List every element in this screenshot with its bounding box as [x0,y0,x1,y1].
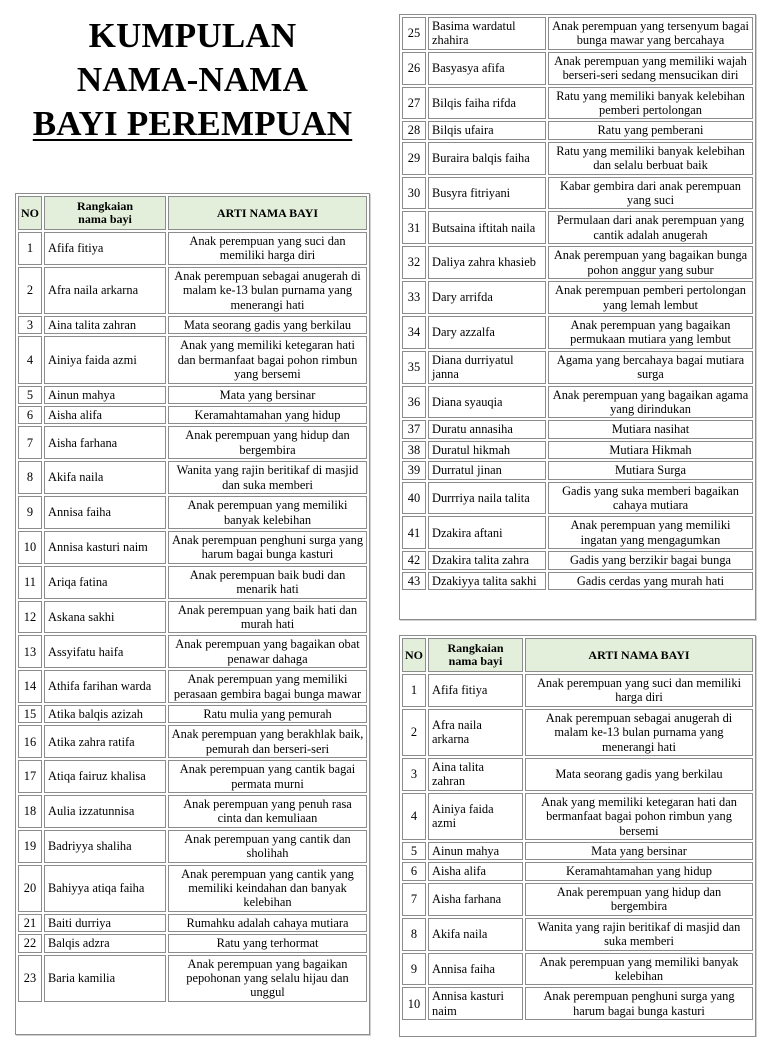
table-row [18,914,367,932]
cell-arti: Anak perempuan yang hidup dan bergembira [525,883,753,916]
cell-name: Basyasya afifa [428,52,546,85]
names-table-left [15,193,370,1035]
cell-arti: Gadis cerdas yang murah hati [548,572,753,590]
table-body-left [18,232,367,1002]
cell-name: Ainun mahya [428,842,523,860]
cell-name: Annisa faiha [44,496,166,529]
cell-arti: Anak yang memiliki ketegaran hati dan bermanfaat bagai pohon rimbun yang bersemi [525,793,753,840]
cell-no: 3 [402,758,426,791]
table-row [18,725,367,758]
cell-no: 5 [402,842,426,860]
cell-arti: Mata seorang gadis yang berkilau [168,316,367,334]
cell-arti: Anak perempuan pemberi pertolongan yang lemah lembut [548,281,753,314]
table-row [402,87,753,120]
cell-name: Afra naila arkarna [428,709,523,756]
cell-name: Aisha alifa [44,406,166,424]
cell-no: 15 [18,705,42,723]
table-body-right-top [402,17,753,590]
cell-arti: Anak perempuan yang bagaikan bunga pohon anggur yang subur [548,246,753,279]
table-row [402,918,753,951]
cell-arti: Rumahku adalah cahaya mutiara [168,914,367,932]
header-name-line-2: nama bayi [448,654,503,668]
cell-name: Duratu annasiha [428,420,546,438]
cell-name: Butsaina iftitah naila [428,211,546,244]
cell-no: 21 [18,914,42,932]
table-row [18,705,367,723]
cell-arti: Anak perempuan yang memiliki perasaan gembira bagai bunga mawar [168,670,367,703]
table-row [402,211,753,244]
cell-name: Aisha alifa [428,862,523,880]
cell-arti: Ratu yang pemberani [548,121,753,139]
header-no: NO [402,638,426,672]
cell-arti: Mata yang bersinar [168,386,367,404]
cell-arti: Anak perempuan yang tersenyum bagai bunga mawar yang bercahaya [548,17,753,50]
cell-arti: Anak perempuan yang cantik dan sholihah [168,830,367,863]
table-row [402,862,753,880]
cell-arti: Anak perempuan yang suci dan memiliki harga diri [168,232,367,265]
cell-name: Daliya zahra khasieb [428,246,546,279]
cell-arti: Anak perempuan yang baik hati dan murah hati [168,601,367,634]
table-row [18,601,367,634]
table-row [402,177,753,210]
cell-arti: Anak perempuan penghuni surga yang harum bagai bunga kasturi [168,531,367,564]
cell-no: 9 [18,496,42,529]
cell-no: 8 [402,918,426,951]
cell-name: Atiqa fairuz khalisa [44,760,166,793]
cell-arti: Ratu mulia yang pemurah [168,705,367,723]
cell-no: 27 [402,87,426,120]
cell-name: Aisha farhana [44,426,166,459]
table-row [402,883,753,916]
names-table-right-top [399,14,756,620]
cell-arti: Anak perempuan sebagai anugerah di malam ke-13 bulan purnama yang menerangi hati [525,709,753,756]
cell-name: Aisha farhana [428,883,523,916]
cell-no: 31 [402,211,426,244]
table-row [18,865,367,912]
table-row [402,246,753,279]
cell-no: 2 [18,267,42,314]
table-row [402,121,753,139]
table-row [18,406,367,424]
table-body-right-bottom [402,674,753,1020]
title-line-1: KUMPULAN [88,16,297,55]
cell-arti: Gadis yang berzikir bagai bunga [548,551,753,569]
table-header-row [402,638,753,672]
cell-no: 39 [402,461,426,479]
header-name [428,638,523,672]
cell-name: Ainiya faida azmi [428,793,523,840]
title-line-2: NAMA-NAMA [76,60,309,99]
cell-name: Annisa faiha [428,953,523,986]
cell-no: 17 [18,760,42,793]
table-row [18,461,367,494]
cell-name: Afifa fitiya [428,674,523,707]
cell-name: Ainun mahya [44,386,166,404]
page-title [10,14,375,146]
cell-name: Bilqis ufaira [428,121,546,139]
table-row [402,316,753,349]
cell-arti: Ratu yang memiliki banyak kelebihan dan selalu berbuat baik [548,142,753,175]
header-arti: ARTI NAMA BAYI [525,638,753,672]
table-row [402,482,753,515]
cell-name: Akifa naila [428,918,523,951]
table-row [402,441,753,459]
cell-no: 3 [18,316,42,334]
table-row [18,426,367,459]
cell-arti: Wanita yang rajin beritikaf di masjid dan suka memberi [525,918,753,951]
cell-arti: Anak perempuan sebagai anugerah di malam ke-13 bulan purnama yang menerangi hati [168,267,367,314]
table-row [18,830,367,863]
cell-no: 33 [402,281,426,314]
cell-arti: Anak perempuan yang bagaikan obat penawar dahaga [168,635,367,668]
header-name-line-1: Rangkaian [447,641,504,655]
table-row [18,531,367,564]
cell-arti: Wanita yang rajin beritikaf di masjid dan suka memberi [168,461,367,494]
table-row [402,758,753,791]
title-line-3: BAYI PEREMPUAN [32,104,353,143]
cell-name: Dzakira talita zahra [428,551,546,569]
cell-arti: Permulaan dari anak perempuan yang cantik adalah anugerah [548,211,753,244]
table-row [18,267,367,314]
cell-name: Busyra fitriyani [428,177,546,210]
cell-no: 13 [18,635,42,668]
cell-no: 1 [402,674,426,707]
cell-no: 6 [18,406,42,424]
cell-arti: Anak perempuan yang bagaikan pepohonan yang selalu hijau dan unggul [168,955,367,1002]
table-row [402,420,753,438]
cell-no: 32 [402,246,426,279]
cell-no: 11 [18,566,42,599]
cell-arti: Anak perempuan yang memiliki wajah berseri-seri sedang mensucikan diri [548,52,753,85]
table-row [18,670,367,703]
table-row [18,934,367,952]
table-row [402,52,753,85]
cell-no: 12 [18,601,42,634]
table-row [402,351,753,384]
cell-arti: Anak perempuan yang cantik bagai permata murni [168,760,367,793]
cell-arti: Anak perempuan yang memiliki ingatan yang mengagumkan [548,516,753,549]
table-row [18,795,367,828]
cell-no: 7 [402,883,426,916]
table-row [402,461,753,479]
table-row [402,516,753,549]
cell-name: Bilqis faiha rifda [428,87,546,120]
cell-name: Afifa fitiya [44,232,166,265]
cell-no: 14 [18,670,42,703]
header-name [44,196,166,230]
cell-no: 26 [402,52,426,85]
cell-name: Durrriya naila talita [428,482,546,515]
cell-arti: Mutiara Hikmah [548,441,753,459]
cell-no: 5 [18,386,42,404]
cell-name: Baiti durriya [44,914,166,932]
table-row [18,496,367,529]
table-row [18,635,367,668]
cell-name: Ainiya faida azmi [44,336,166,383]
table-row [18,566,367,599]
cell-no: 20 [18,865,42,912]
cell-arti: Keramahtamahan yang hidup [525,862,753,880]
cell-name: Askana sakhi [44,601,166,634]
cell-no: 25 [402,17,426,50]
cell-no: 28 [402,121,426,139]
cell-name: Assyifatu haifa [44,635,166,668]
cell-arti: Mutiara Surga [548,461,753,479]
table-row [402,551,753,569]
cell-arti: Mata seorang gadis yang berkilau [525,758,753,791]
cell-name: Dzakira aftani [428,516,546,549]
cell-no: 37 [402,420,426,438]
cell-arti: Anak perempuan yang bagaikan permukaan mutiara yang lembut [548,316,753,349]
cell-name: Badriyya shaliha [44,830,166,863]
cell-arti: Keramahtamahan yang hidup [168,406,367,424]
table-row [402,709,753,756]
cell-no: 9 [402,953,426,986]
cell-arti: Anak perempuan yang penuh rasa cinta dan kemuliaan [168,795,367,828]
table-row [402,386,753,419]
cell-name: Atika zahra ratifa [44,725,166,758]
cell-no: 36 [402,386,426,419]
cell-name: Ariqa fatina [44,566,166,599]
table-row [402,793,753,840]
cell-arti: Mata yang bersinar [525,842,753,860]
cell-arti: Anak perempuan yang cantik yang memiliki keindahan dan banyak kelebihan [168,865,367,912]
cell-arti: Gadis yang suka memberi bagaikan cahaya mutiara [548,482,753,515]
cell-name: Dary arrifda [428,281,546,314]
cell-arti: Anak perempuan yang hidup dan bergembira [168,426,367,459]
cell-no: 4 [402,793,426,840]
cell-name: Balqis adzra [44,934,166,952]
cell-no: 23 [18,955,42,1002]
cell-no: 41 [402,516,426,549]
table-row [18,386,367,404]
cell-no: 10 [18,531,42,564]
header-no: NO [18,196,42,230]
cell-arti: Ratu yang terhormat [168,934,367,952]
table-row [402,17,753,50]
cell-no: 8 [18,461,42,494]
table-row [18,955,367,1002]
cell-name: Dzakiyya talita sakhi [428,572,546,590]
cell-arti: Anak perempuan yang bagaikan agama yang dirindukan [548,386,753,419]
table-row [402,142,753,175]
cell-arti: Anak perempuan yang memiliki banyak kelebihan [525,953,753,986]
cell-name: Basima wardatul zhahira [428,17,546,50]
cell-no: 18 [18,795,42,828]
header-arti: ARTI NAMA BAYI [168,196,367,230]
cell-name: Bahiyya atiqa faiha [44,865,166,912]
header-name-line-1: Rangkaian [76,199,134,213]
cell-arti: Ratu yang memiliki banyak kelebihan pemberi pertolongan [548,87,753,120]
cell-name: Afra naila arkarna [44,267,166,314]
cell-arti: Anak perempuan yang suci dan memiliki harga diri [525,674,753,707]
cell-name: Aulia izzatunnisa [44,795,166,828]
cell-no: 4 [18,336,42,383]
cell-no: 16 [18,725,42,758]
names-table-right-bottom [399,635,756,1037]
cell-name: Diana syauqia [428,386,546,419]
cell-arti: Anak perempuan yang berakhlak baik, pemurah dan berseri-seri [168,725,367,758]
cell-name: Annisa kasturi naim [44,531,166,564]
cell-no: 2 [402,709,426,756]
cell-no: 19 [18,830,42,863]
cell-name: Dary azzalfa [428,316,546,349]
cell-name: Akifa naila [44,461,166,494]
cell-arti: Agama yang bercahaya bagai mutiara surga [548,351,753,384]
cell-no: 22 [18,934,42,952]
cell-arti: Anak perempuan yang memiliki banyak kelebihan [168,496,367,529]
cell-name: Baria kamilia [44,955,166,1002]
cell-arti: Mutiara nasihat [548,420,753,438]
table-row [402,953,753,986]
cell-name: Duratul hikmah [428,441,546,459]
table-row [402,842,753,860]
table-row [18,316,367,334]
cell-name: Athifa farihan warda [44,670,166,703]
cell-name: Diana durriyatul janna [428,351,546,384]
cell-no: 35 [402,351,426,384]
cell-arti: Anak perempuan penghuni surga yang harum bagai bunga kasturi [525,987,753,1020]
cell-name: Durratul jinan [428,461,546,479]
table-row [18,760,367,793]
table-row [18,232,367,265]
cell-name: Aina talita zahran [428,758,523,791]
cell-arti: Anak yang memiliki ketegaran hati dan bermanfaat bagai pohon rimbun yang bersemi [168,336,367,383]
cell-no: 10 [402,987,426,1020]
header-name-line-2: nama bayi [78,212,132,226]
cell-arti: Kabar gembira dari anak perempuan yang suci [548,177,753,210]
cell-no: 1 [18,232,42,265]
cell-no: 34 [402,316,426,349]
table-row [18,336,367,383]
table-row [402,674,753,707]
cell-no: 29 [402,142,426,175]
cell-no: 6 [402,862,426,880]
cell-name: Aina talita zahran [44,316,166,334]
cell-no: 38 [402,441,426,459]
table-row [402,987,753,1020]
cell-arti: Anak perempuan baik budi dan menarik hati [168,566,367,599]
cell-name: Atika balqis azizah [44,705,166,723]
cell-no: 42 [402,551,426,569]
table-row [402,281,753,314]
cell-name: Annisa kasturi naim [428,987,523,1020]
cell-no: 30 [402,177,426,210]
cell-no: 43 [402,572,426,590]
table-header-row [18,196,367,230]
table-row [402,572,753,590]
cell-no: 7 [18,426,42,459]
cell-no: 40 [402,482,426,515]
cell-name: Buraira balqis faiha [428,142,546,175]
